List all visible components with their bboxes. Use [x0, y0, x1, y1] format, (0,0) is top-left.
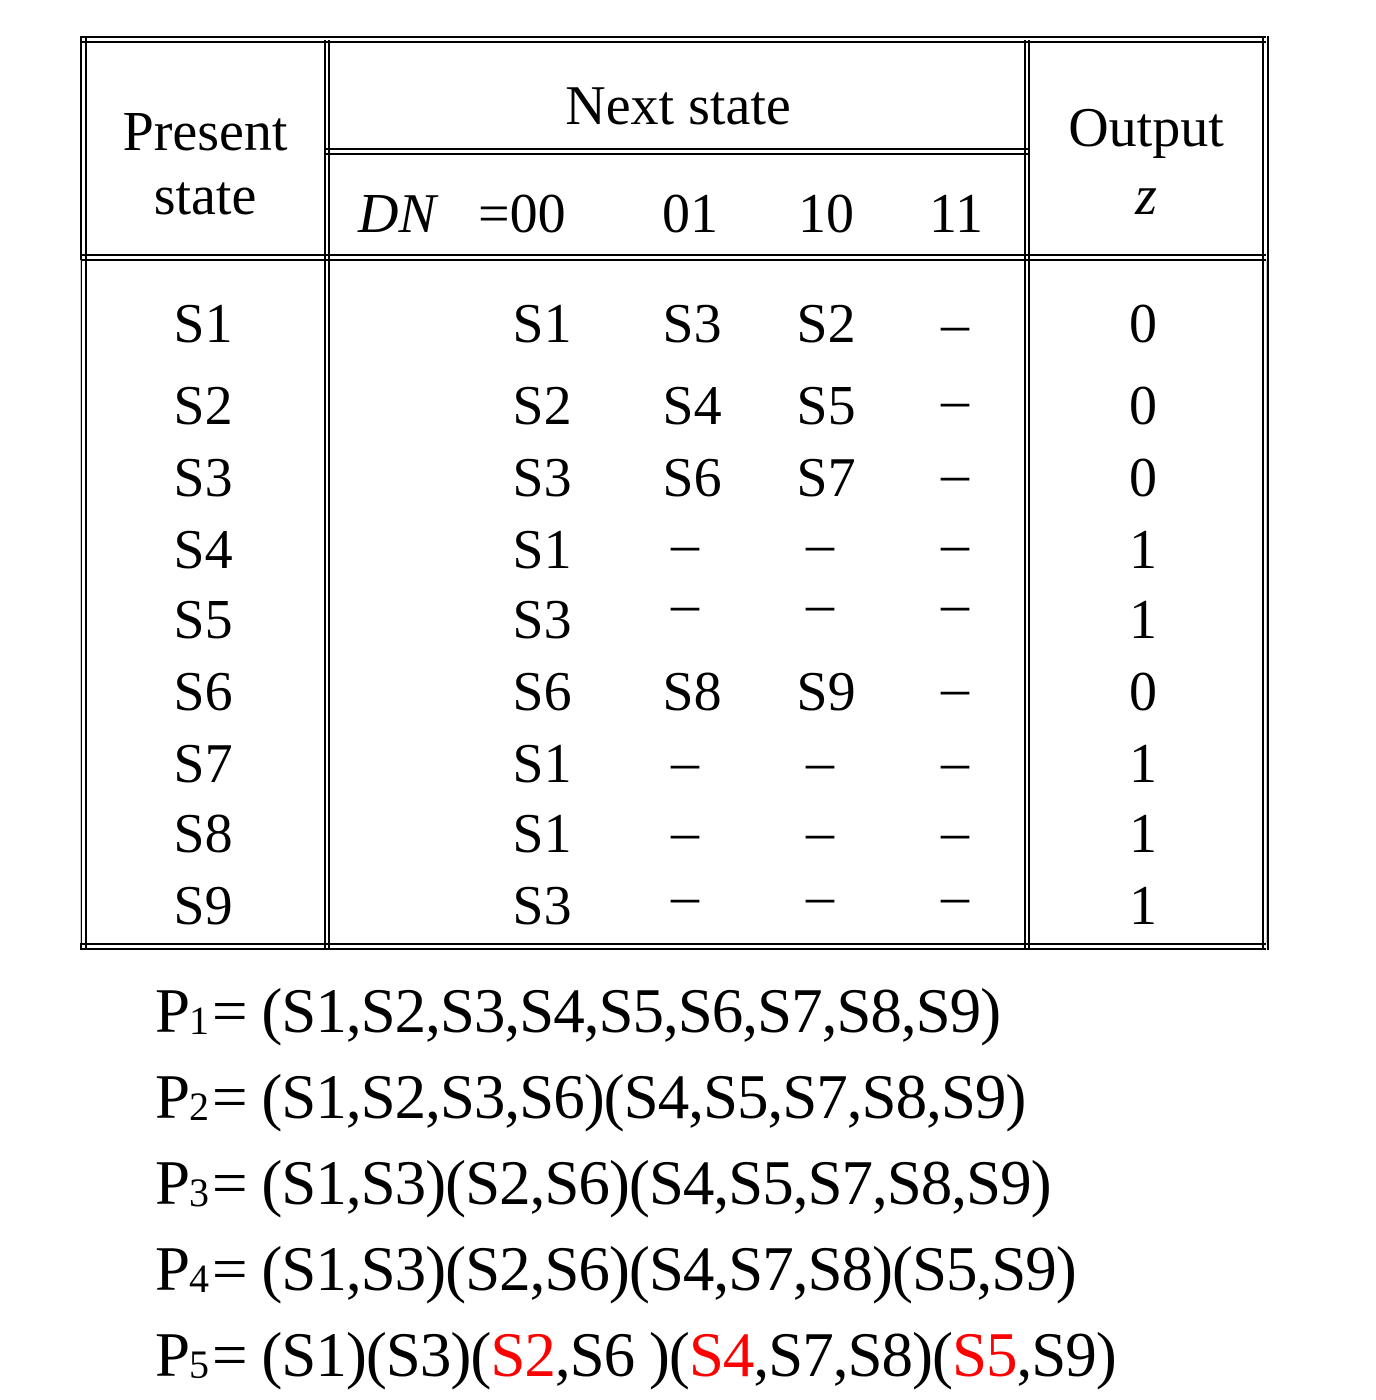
next-state-cell: S3 — [662, 293, 722, 355]
next-state-cell: – — [941, 369, 969, 431]
partition-line — [155, 1320, 1116, 1390]
output-header: Output — [1068, 97, 1224, 159]
present-state-cell: S5 — [173, 589, 233, 651]
output-variable: z — [1135, 165, 1157, 227]
next-state-cell: S4 — [662, 375, 722, 437]
output-cell: 0 — [1129, 447, 1157, 509]
present-state-cell: S3 — [173, 447, 233, 509]
partition-index: 1 — [189, 998, 209, 1043]
partition-expression: = (S1,S3)(S2,S6)(S4,S5,S7,S8,S9) — [212, 1148, 1051, 1218]
next-state-cell: – — [671, 731, 699, 793]
edge-mark-right — [1266, 260, 1267, 943]
table-right-rule — [1262, 36, 1264, 950]
present-state-header: Present state — [122, 101, 288, 227]
partition-expression: = (S1,S2,S3,S6)(S4,S5,S7,S8,S9) — [212, 1062, 1026, 1132]
table-bottom-rule-inner — [80, 948, 1266, 950]
partition-label: P — [155, 976, 190, 1046]
next-state-cell: – — [671, 865, 699, 927]
present-state-cell: S6 — [173, 661, 233, 723]
partition-expression: ,S9) — [1016, 1320, 1116, 1390]
next-state-cell: – — [671, 573, 699, 635]
partition-label: P — [155, 1148, 190, 1218]
present-state-divider-inner — [328, 40, 330, 948]
output-cell: 1 — [1129, 733, 1157, 795]
next-state-cell: – — [941, 293, 969, 355]
partition-expression: = (S1)(S3)( — [212, 1320, 491, 1390]
next-state-cell: S7 — [796, 447, 856, 509]
next-state-sub-rule-inner — [326, 153, 1028, 155]
partition-expression: ,S6 )( — [554, 1320, 689, 1390]
next-state-cell: S2 — [796, 293, 856, 355]
next-state-header: Next state — [565, 75, 791, 137]
highlighted-state: S5 — [951, 1320, 1017, 1390]
next-state-cell: – — [806, 513, 834, 575]
present-state-cell: S1 — [173, 293, 233, 355]
input-value: 11 — [929, 183, 983, 245]
table-top-rule — [80, 36, 1266, 38]
present-state-cell: S8 — [173, 803, 233, 865]
next-state-cell: S1 — [512, 519, 572, 581]
next-state-cell: S8 — [662, 661, 722, 723]
next-state-cell: – — [806, 865, 834, 927]
output-divider — [1024, 40, 1026, 948]
next-state-cell: S1 — [512, 733, 572, 795]
next-state-cell: – — [806, 573, 834, 635]
output-cell: 0 — [1129, 661, 1157, 723]
table-bottom-rule — [80, 943, 1266, 945]
next-state-cell: S3 — [512, 447, 572, 509]
next-state-cell: – — [941, 573, 969, 635]
next-state-cell: – — [941, 513, 969, 575]
input-value: 01 — [662, 183, 718, 245]
next-state-cell: – — [671, 513, 699, 575]
partition-expression: = (S1,S3)(S2,S6)(S4,S7,S8)(S5,S9) — [212, 1234, 1076, 1304]
present-state-cell: S9 — [173, 875, 233, 937]
present-state-divider — [324, 40, 326, 948]
output-cell: 1 — [1129, 589, 1157, 651]
output-cell: 0 — [1129, 293, 1157, 355]
next-state-cell: – — [806, 801, 834, 863]
output-cell: 1 — [1129, 875, 1157, 937]
partition-line — [155, 1062, 1026, 1132]
partition-label: P — [155, 1320, 190, 1390]
partition-label: P — [155, 1234, 190, 1304]
next-state-cell: S1 — [512, 293, 572, 355]
partition-index: 3 — [189, 1170, 209, 1215]
table-top-rule-inner — [80, 41, 1266, 43]
output-cell: 0 — [1129, 375, 1157, 437]
next-state-cell: S2 — [512, 375, 572, 437]
next-state-cell: – — [806, 731, 834, 793]
header-bottom-rule-inner — [80, 259, 1266, 261]
input-variable: DN — [358, 183, 436, 245]
partition-index: 2 — [189, 1084, 209, 1129]
input-value: =00 — [478, 183, 566, 245]
edge-mark-left — [80, 260, 81, 943]
present-state-cell: S7 — [173, 733, 233, 795]
next-state-cell: – — [941, 443, 969, 505]
next-state-cell: S3 — [512, 589, 572, 651]
output-cell: 1 — [1129, 803, 1157, 865]
partition-expression: = (S1,S2,S3,S4,S5,S6,S7,S8,S9) — [212, 976, 1001, 1046]
partition-line — [155, 1234, 1076, 1304]
next-state-cell: S9 — [796, 661, 856, 723]
input-value: 10 — [798, 183, 854, 245]
next-state-cell: – — [941, 801, 969, 863]
next-state-cell: S5 — [796, 375, 856, 437]
partition-index: 5 — [189, 1342, 209, 1387]
next-state-cell: – — [941, 731, 969, 793]
output-cell: 1 — [1129, 519, 1157, 581]
next-state-cell: – — [941, 865, 969, 927]
partition-label: P — [155, 1062, 190, 1132]
partition-line — [155, 976, 1001, 1046]
next-state-sub-rule — [326, 148, 1028, 150]
present-state-cell: S2 — [173, 375, 233, 437]
partition-line — [155, 1148, 1051, 1218]
table-right-rule-inner — [1267, 36, 1269, 950]
partition-index: 4 — [189, 1256, 209, 1301]
next-state-cell: – — [941, 657, 969, 719]
present-state-cell: S4 — [173, 519, 233, 581]
highlighted-state: S2 — [490, 1320, 555, 1390]
next-state-cell: S6 — [662, 447, 722, 509]
next-state-cell: S1 — [512, 803, 572, 865]
header-bottom-rule — [80, 254, 1266, 256]
highlighted-state: S4 — [688, 1320, 754, 1390]
next-state-cell: S6 — [512, 661, 572, 723]
next-state-cell: – — [671, 801, 699, 863]
next-state-cell: S3 — [512, 875, 572, 937]
partition-expression: ,S7,S8)( — [753, 1320, 952, 1390]
